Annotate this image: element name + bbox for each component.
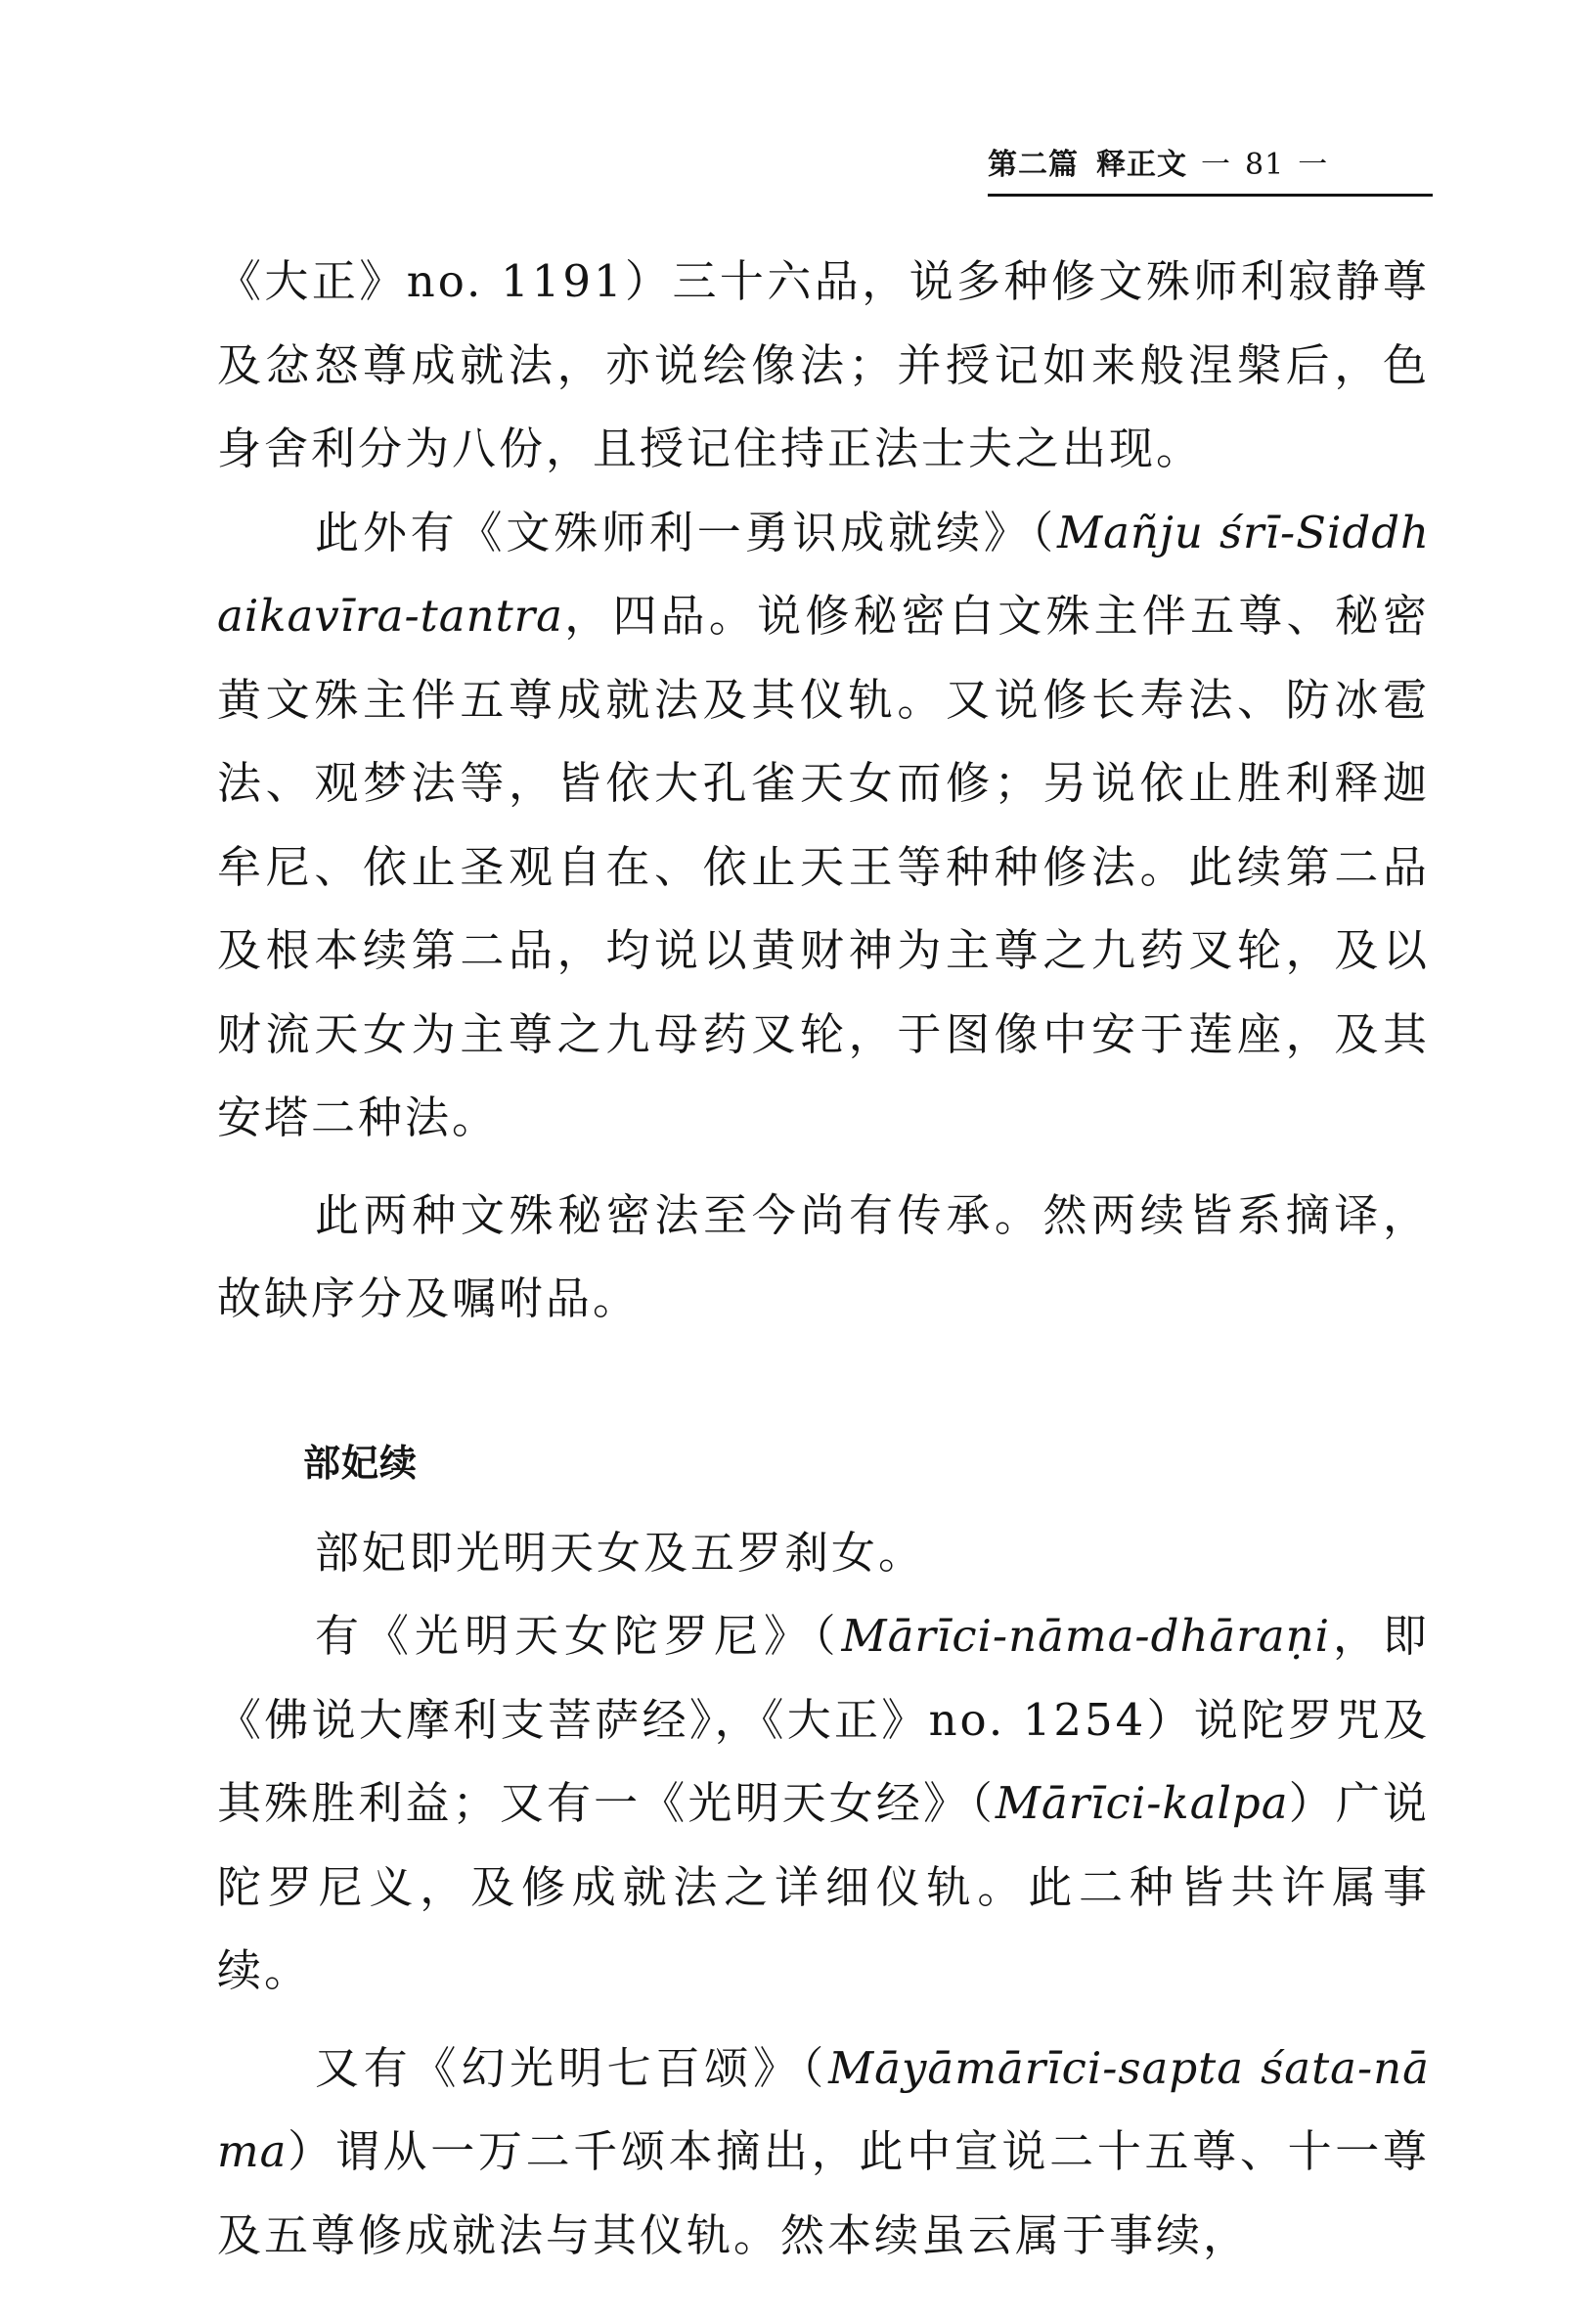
text-run: 此两种文殊秘密法至今尚有传承。然两续皆系摘译，故缺序分及嘱咐品。: [217, 1188, 1430, 1324]
latin-title: Māyāmārīci-sapta śata-nāma: [217, 2041, 1430, 2177]
text-run: ，即《佛说大摩利支菩萨经》，《大正》no. 1254）说陀罗咒及其殊胜利益；又有一《光明天女经》（: [217, 1610, 1430, 1829]
latin-title: Mārīci-nāma-dhāraṇi: [841, 1610, 1330, 1662]
latin-title: Mārīci-kalpa: [995, 1777, 1289, 1829]
text-run: 此外有《文殊师利一勇识成就续》（: [315, 506, 1057, 558]
paragraph: [217, 1594, 1430, 2013]
paragraph: [217, 491, 1430, 1160]
header-section: 第二篇: [988, 148, 1079, 182]
text-run: 《大正》no. 1191）三十六品，说多种修文殊师利寂静尊及忿怒尊成就法，亦说绘像法；并授记如来般涅槃后，色身舍利分为八份，且授记住持正法士夫之出现。: [217, 255, 1430, 474]
body-text: [217, 240, 1430, 2277]
paragraph: [217, 1174, 1430, 1341]
latin-title: Mañju śrī-Siddhaikavīra-tantra: [217, 506, 1430, 642]
text-run: ，四品。说修秘密白文殊主伴五尊、秘密黄文殊主伴五尊成就法及其仪轨。又说修长寿法、防冰雹法、观梦法等，皆依大孔雀天女而修；另说依止胜利释迦牟尼、依止圣观自在、依止天王等种种修法。此续第二品及根本续第二品，均说以黄财神为主尊之九药叉轮，及以财流天女为主尊之九母药叉轮，于图像中安于莲座，及其安塔二种法。: [217, 590, 1430, 1143]
text-run: ）谓从一万二千颂本摘出，此中宣说二十五尊、十一尊及五尊修成就法与其仪轨。然本续虽云属于事续，: [217, 2125, 1430, 2261]
header-dash-right: 一: [1298, 148, 1329, 182]
header-dash-left: 一: [1201, 148, 1231, 182]
paragraph: [217, 240, 1430, 491]
text-run: 部妃即光明天女及五罗刹女。: [315, 1526, 926, 1579]
paragraph: [217, 1511, 1430, 1595]
text-run: 又有《幻光明七百颂》（: [315, 2041, 829, 2094]
text-run: ）广说陀罗尼义，及修成就法之详细仪轨。此二种皆共许属事续。: [217, 1777, 1430, 1996]
section-heading: 部妃续: [303, 1441, 419, 1485]
page-number: 81: [1245, 148, 1285, 182]
header-title: 释正文: [1096, 148, 1187, 182]
running-header: [988, 137, 1433, 197]
paragraph: [217, 2027, 1430, 2278]
text-run: 有《光明天女陀罗尼》（: [315, 1610, 842, 1662]
